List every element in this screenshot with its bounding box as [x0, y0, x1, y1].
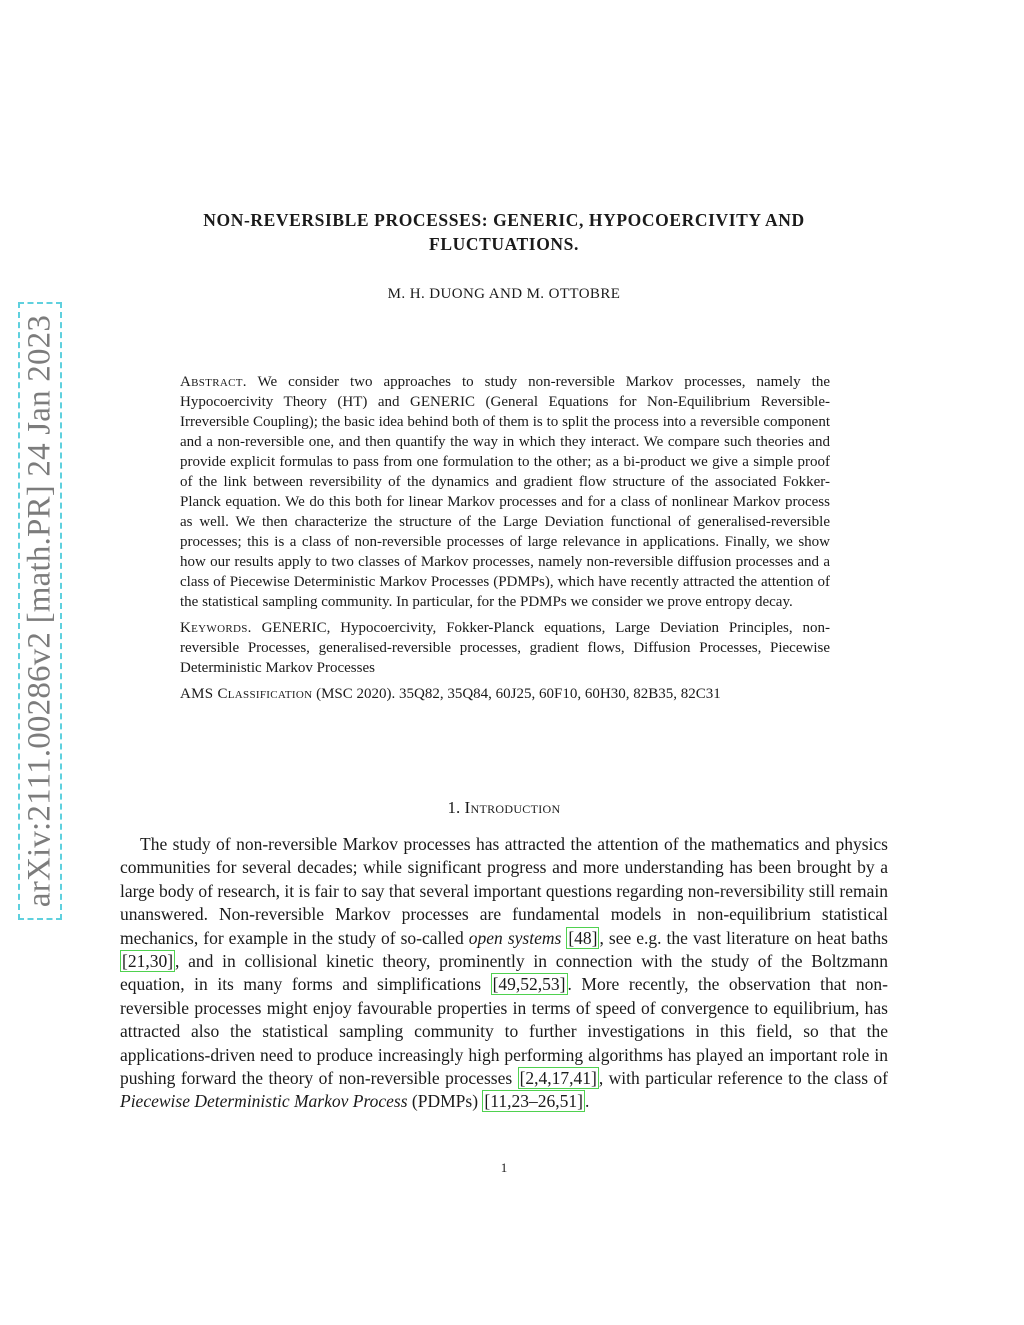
- arxiv-stamp: [18, 302, 62, 920]
- citation-48[interactable]: [48]: [568, 927, 598, 948]
- title-line-1: NON-REVERSIBLE PROCESSES: GENERIC, HYPOCOERCIVITY AND: [203, 210, 805, 230]
- title-line-2: FLUCTUATIONS.: [429, 234, 579, 254]
- body-text-3: , and in collisional kinetic theory, prominently in connection with the study of the Boltzmann equation, in its many forms and simplifications: [120, 951, 888, 995]
- keywords: [180, 618, 830, 678]
- citation-2-4-17-41[interactable]: [2,4,17,41]: [519, 1068, 597, 1089]
- body-text-6: (PDMPs): [407, 1091, 483, 1112]
- citation-49-52-53[interactable]: [49,52,53]: [492, 974, 566, 995]
- page-number: 1: [500, 1160, 508, 1175]
- ams-text: (MSC 2020). 35Q82, 35Q84, 60J25, 60F10, 60H30, 82B35, 82C31: [316, 686, 721, 702]
- body-text-1: The study of non-reversible Markov processes has attracted the attention of the mathematics and physics communities for several decades; while significant progress and more understanding has been brought by a large body of research, it is fair to say that several important questions regarding non-reversibility still remain unanswered. Non-reversible Markov processes are fundamental models in non-equilibrium statistical mechanics, for example in the study of so-called: [120, 834, 889, 948]
- paper-title: [110, 208, 898, 256]
- body-text-4: . More recently, the observation that non-reversible processes might enjoy favourable properties in terms of speed of convergence to equilibrium, has attracted also the statistical sampling community to further investigations in this field, so that the applications-driven need to produce increasingly high performing algorithms has played an important role in pushing forward the theory of non-reversible processes: [120, 974, 888, 1089]
- open-systems-term: open systems: [468, 927, 562, 948]
- introduction-paragraph: [120, 833, 888, 1114]
- section-title: Introduction: [464, 798, 561, 817]
- keywords-label: Keywords.: [180, 620, 252, 636]
- abstract: [180, 372, 830, 612]
- body-text-2: , see e.g. the vast literature on heat baths: [599, 927, 888, 948]
- arxiv-identifier: arXiv:2111.00286v2 [math.PR] 24 Jan 2023: [21, 314, 58, 908]
- body-text-5: , with particular reference to the class of: [598, 1068, 889, 1089]
- section-number: 1.: [447, 798, 461, 817]
- body-text-7: .: [584, 1091, 590, 1112]
- introduction-body: [120, 833, 888, 1114]
- ams-label: AMS Classification: [180, 686, 313, 702]
- citation-21-30[interactable]: [21,30]: [122, 951, 174, 972]
- citation-11-23-26-51[interactable]: [11,23–26,51]: [484, 1091, 583, 1112]
- keywords-text: GENERIC, Hypocoercivity, Fokker-Planck equations, Large Deviation Principles, non-reversible Processes, generalised-reversible processes, gradient flows, Diffusion Processes, Piecewise Deterministic Markov Processes: [180, 620, 831, 676]
- authors: M. H. DUONG AND M. OTTOBRE: [387, 286, 621, 302]
- abstract-block: [180, 372, 830, 710]
- section-heading: [110, 798, 898, 818]
- abstract-label: Abstract.: [180, 374, 247, 390]
- abstract-text: We consider two approaches to study non-reversible Markov processes, namely the Hypocoercivity Theory (HT) and GENERIC (General Equations for Non-Equilibrium Reversible-Irreversible Coupling); the basic idea behind both of them is to split the process into a reversible component and a non-reversible one, and then quantify the way in which they interact. We compare such theories and provide explicit formulas to pass from one formulation to the other; as a bi-product we give a simple proof of the link between reversibility of the dynamics and gradient flow structure of the associated Fokker-Planck equation. We do this both for linear Markov processes and for a class of nonlinear Markov process as well. We then characterize the structure of the Large Deviation functional of generalised-reversible processes; this is a class of non-reversible processes of large relevance in applications. Finally, we show how our results apply to two classes of Markov processes, namely non-reversible diffusion processes and a class of Piecewise Deterministic Markov Processes (PDMPs), which have recently attracted the attention of the statistical sampling community. In particular, for the PDMPs we consider we prove entropy decay.: [180, 374, 830, 610]
- ams-classification: [180, 684, 830, 704]
- pdmp-term: Piecewise Deterministic Markov Process: [120, 1091, 408, 1112]
